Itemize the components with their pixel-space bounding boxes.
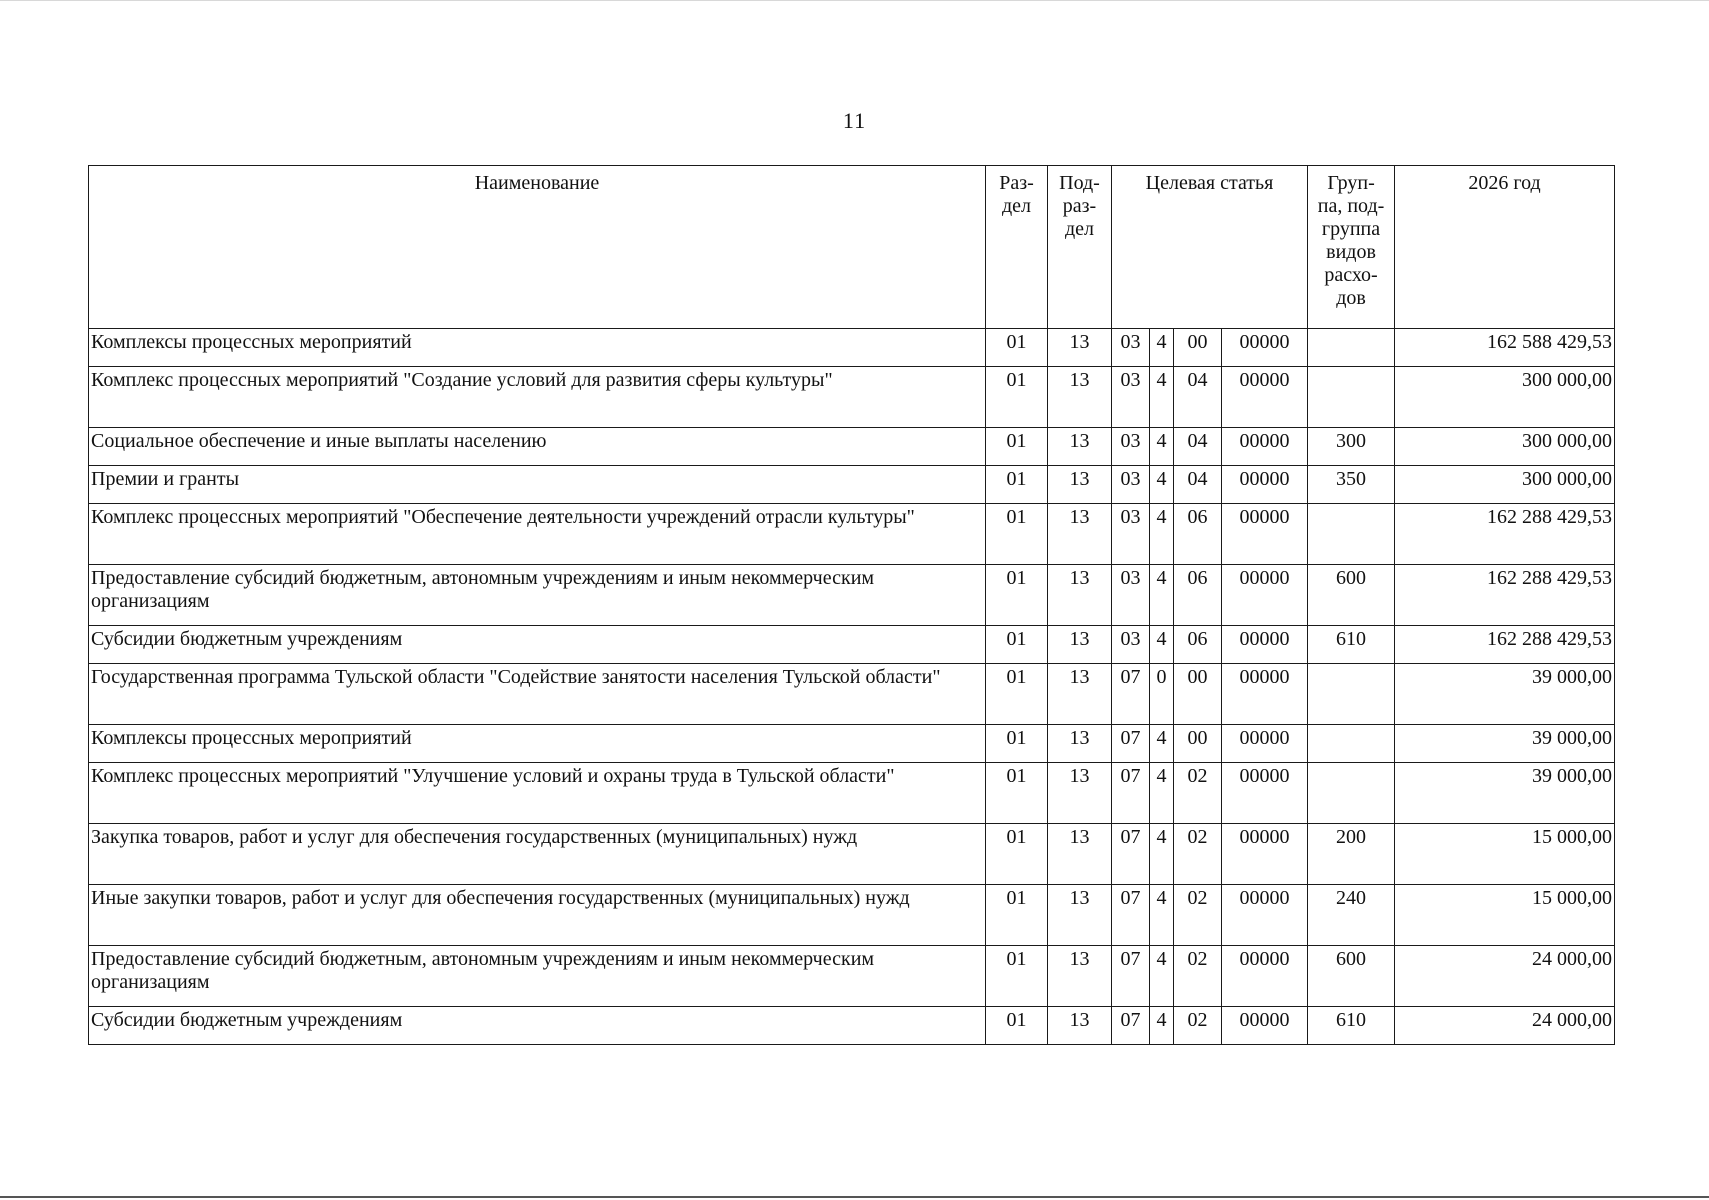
budget-table-container xyxy=(88,165,1614,1045)
table-row xyxy=(89,885,1615,946)
row-vid-rashodov: 600 xyxy=(1308,946,1395,1007)
row-razdel: 01 xyxy=(986,428,1048,466)
row-name: Комплекс процессных мероприятий "Улучшение условий и охраны труда в Тульской области" xyxy=(89,763,986,824)
row-cs-type: 4 xyxy=(1150,824,1174,885)
row-cs-program: 07 xyxy=(1112,664,1150,725)
table-body xyxy=(89,329,1615,1045)
header-name: Наименование xyxy=(89,166,986,329)
row-amount: 162 288 429,53 xyxy=(1395,626,1615,664)
table-row xyxy=(89,1007,1615,1045)
row-amount: 15 000,00 xyxy=(1395,885,1615,946)
row-cs-subprogram: 00 xyxy=(1174,725,1222,763)
row-amount: 39 000,00 xyxy=(1395,763,1615,824)
row-cs-program: 03 xyxy=(1112,504,1150,565)
row-vid-rashodov: 240 xyxy=(1308,885,1395,946)
row-cs-type: 4 xyxy=(1150,763,1174,824)
table-row xyxy=(89,504,1615,565)
row-cs-type: 4 xyxy=(1150,504,1174,565)
table-row xyxy=(89,763,1615,824)
table-row xyxy=(89,466,1615,504)
row-cs-type: 4 xyxy=(1150,329,1174,367)
row-razdel: 01 xyxy=(986,466,1048,504)
row-cs-type: 4 xyxy=(1150,1007,1174,1045)
row-cs-program: 03 xyxy=(1112,565,1150,626)
row-vid-rashodov: 610 xyxy=(1308,626,1395,664)
row-cs-direction: 00000 xyxy=(1222,565,1308,626)
row-razdel: 01 xyxy=(986,824,1048,885)
row-cs-subprogram: 06 xyxy=(1174,504,1222,565)
row-name: Иные закупки товаров, работ и услуг для обеспечения государственных (муниципальных) нужд xyxy=(89,885,986,946)
row-vid-rashodov xyxy=(1308,329,1395,367)
row-cs-subprogram: 02 xyxy=(1174,885,1222,946)
row-podrazdel: 13 xyxy=(1048,565,1112,626)
row-razdel: 01 xyxy=(986,565,1048,626)
table-row xyxy=(89,565,1615,626)
row-cs-subprogram: 06 xyxy=(1174,626,1222,664)
header-razdel: Раз- дел xyxy=(986,166,1048,329)
header-celevaya-statya: Целевая статья xyxy=(1112,166,1308,329)
row-cs-direction: 00000 xyxy=(1222,824,1308,885)
row-amount: 39 000,00 xyxy=(1395,725,1615,763)
row-cs-direction: 00000 xyxy=(1222,329,1308,367)
row-name: Комплекс процессных мероприятий "Создание условий для развития сферы культуры" xyxy=(89,367,986,428)
row-cs-subprogram: 00 xyxy=(1174,664,1222,725)
row-podrazdel: 13 xyxy=(1048,329,1112,367)
table-row xyxy=(89,367,1615,428)
row-podrazdel: 13 xyxy=(1048,626,1112,664)
row-vid-rashodov: 200 xyxy=(1308,824,1395,885)
row-cs-direction: 00000 xyxy=(1222,1007,1308,1045)
row-cs-direction: 00000 xyxy=(1222,725,1308,763)
row-cs-subprogram: 02 xyxy=(1174,946,1222,1007)
row-cs-program: 07 xyxy=(1112,763,1150,824)
row-cs-type: 4 xyxy=(1150,466,1174,504)
row-podrazdel: 13 xyxy=(1048,885,1112,946)
row-podrazdel: 13 xyxy=(1048,824,1112,885)
row-podrazdel: 13 xyxy=(1048,725,1112,763)
row-cs-program: 07 xyxy=(1112,824,1150,885)
row-cs-direction: 00000 xyxy=(1222,626,1308,664)
row-cs-program: 03 xyxy=(1112,367,1150,428)
header-podrazdel: Под- раз- дел xyxy=(1048,166,1112,329)
row-vid-rashodov: 350 xyxy=(1308,466,1395,504)
header-year: 2026 год xyxy=(1395,166,1615,329)
row-amount: 162 588 429,53 xyxy=(1395,329,1615,367)
row-cs-program: 03 xyxy=(1112,626,1150,664)
row-cs-type: 4 xyxy=(1150,367,1174,428)
row-podrazdel: 13 xyxy=(1048,504,1112,565)
row-cs-direction: 00000 xyxy=(1222,504,1308,565)
row-vid-rashodov xyxy=(1308,504,1395,565)
row-razdel: 01 xyxy=(986,725,1048,763)
row-cs-program: 07 xyxy=(1112,946,1150,1007)
row-podrazdel: 13 xyxy=(1048,946,1112,1007)
row-cs-subprogram: 02 xyxy=(1174,763,1222,824)
row-name: Комплекс процессных мероприятий "Обеспечение деятельности учреждений отрасли культуры" xyxy=(89,504,986,565)
row-name: Предоставление субсидий бюджетным, автономным учреждениям и иным некоммерческим организациям xyxy=(89,946,986,1007)
row-cs-type: 4 xyxy=(1150,885,1174,946)
row-razdel: 01 xyxy=(986,504,1048,565)
row-cs-direction: 00000 xyxy=(1222,946,1308,1007)
table-row xyxy=(89,329,1615,367)
row-cs-subprogram: 02 xyxy=(1174,824,1222,885)
row-razdel: 01 xyxy=(986,946,1048,1007)
table-row xyxy=(89,725,1615,763)
row-vid-rashodov xyxy=(1308,664,1395,725)
row-podrazdel: 13 xyxy=(1048,466,1112,504)
row-cs-program: 07 xyxy=(1112,1007,1150,1045)
row-vid-rashodov xyxy=(1308,725,1395,763)
row-vid-rashodov xyxy=(1308,367,1395,428)
table-row xyxy=(89,664,1615,725)
row-cs-direction: 00000 xyxy=(1222,428,1308,466)
row-razdel: 01 xyxy=(986,1007,1048,1045)
row-cs-subprogram: 02 xyxy=(1174,1007,1222,1045)
row-name: Премии и гранты xyxy=(89,466,986,504)
table-row xyxy=(89,428,1615,466)
row-name: Комплексы процессных мероприятий xyxy=(89,725,986,763)
table-row xyxy=(89,824,1615,885)
row-vid-rashodov: 300 xyxy=(1308,428,1395,466)
table-header-row xyxy=(89,166,1615,329)
row-name: Комплексы процессных мероприятий xyxy=(89,329,986,367)
row-cs-type: 4 xyxy=(1150,428,1174,466)
table-row xyxy=(89,946,1615,1007)
row-podrazdel: 13 xyxy=(1048,428,1112,466)
row-name: Государственная программа Тульской области "Содействие занятости населения Тульской области" xyxy=(89,664,986,725)
row-amount: 24 000,00 xyxy=(1395,946,1615,1007)
row-cs-direction: 00000 xyxy=(1222,763,1308,824)
row-cs-program: 07 xyxy=(1112,885,1150,946)
budget-table xyxy=(88,165,1615,1045)
row-cs-direction: 00000 xyxy=(1222,367,1308,428)
row-name: Предоставление субсидий бюджетным, автономным учреждениям и иным некоммерческим организациям xyxy=(89,565,986,626)
row-razdel: 01 xyxy=(986,664,1048,725)
row-name: Субсидии бюджетным учреждениям xyxy=(89,1007,986,1045)
row-podrazdel: 13 xyxy=(1048,367,1112,428)
row-cs-direction: 00000 xyxy=(1222,664,1308,725)
row-vid-rashodov xyxy=(1308,763,1395,824)
row-amount: 39 000,00 xyxy=(1395,664,1615,725)
row-name: Социальное обеспечение и иные выплаты населению xyxy=(89,428,986,466)
row-cs-type: 4 xyxy=(1150,626,1174,664)
row-cs-type: 0 xyxy=(1150,664,1174,725)
row-cs-program: 03 xyxy=(1112,329,1150,367)
page-number: 11 xyxy=(842,108,867,133)
row-cs-subprogram: 04 xyxy=(1174,367,1222,428)
table-row xyxy=(89,626,1615,664)
row-podrazdel: 13 xyxy=(1048,763,1112,824)
scan-edge-top xyxy=(0,0,1709,1)
row-razdel: 01 xyxy=(986,885,1048,946)
row-cs-subprogram: 00 xyxy=(1174,329,1222,367)
row-amount: 300 000,00 xyxy=(1395,367,1615,428)
header-gruppa-vidov-rashodov: Груп- па, под- группа видов расхо- дов xyxy=(1308,166,1395,329)
scan-edge-bottom xyxy=(0,1196,1709,1198)
row-cs-subprogram: 06 xyxy=(1174,565,1222,626)
row-amount: 300 000,00 xyxy=(1395,428,1615,466)
row-cs-type: 4 xyxy=(1150,725,1174,763)
row-amount: 162 288 429,53 xyxy=(1395,565,1615,626)
row-name: Закупка товаров, работ и услуг для обеспечения государственных (муниципальных) нужд xyxy=(89,824,986,885)
row-vid-rashodov: 610 xyxy=(1308,1007,1395,1045)
row-cs-program: 03 xyxy=(1112,428,1150,466)
row-vid-rashodov: 600 xyxy=(1308,565,1395,626)
row-cs-subprogram: 04 xyxy=(1174,466,1222,504)
row-cs-program: 07 xyxy=(1112,725,1150,763)
row-name: Субсидии бюджетным учреждениям xyxy=(89,626,986,664)
row-cs-direction: 00000 xyxy=(1222,466,1308,504)
row-cs-type: 4 xyxy=(1150,946,1174,1007)
row-amount: 162 288 429,53 xyxy=(1395,504,1615,565)
row-cs-subprogram: 04 xyxy=(1174,428,1222,466)
row-razdel: 01 xyxy=(986,329,1048,367)
row-podrazdel: 13 xyxy=(1048,664,1112,725)
row-podrazdel: 13 xyxy=(1048,1007,1112,1045)
row-cs-type: 4 xyxy=(1150,565,1174,626)
row-razdel: 01 xyxy=(986,626,1048,664)
row-cs-direction: 00000 xyxy=(1222,885,1308,946)
row-amount: 24 000,00 xyxy=(1395,1007,1615,1045)
row-amount: 300 000,00 xyxy=(1395,466,1615,504)
row-amount: 15 000,00 xyxy=(1395,824,1615,885)
row-razdel: 01 xyxy=(986,367,1048,428)
row-cs-program: 03 xyxy=(1112,466,1150,504)
row-razdel: 01 xyxy=(986,763,1048,824)
